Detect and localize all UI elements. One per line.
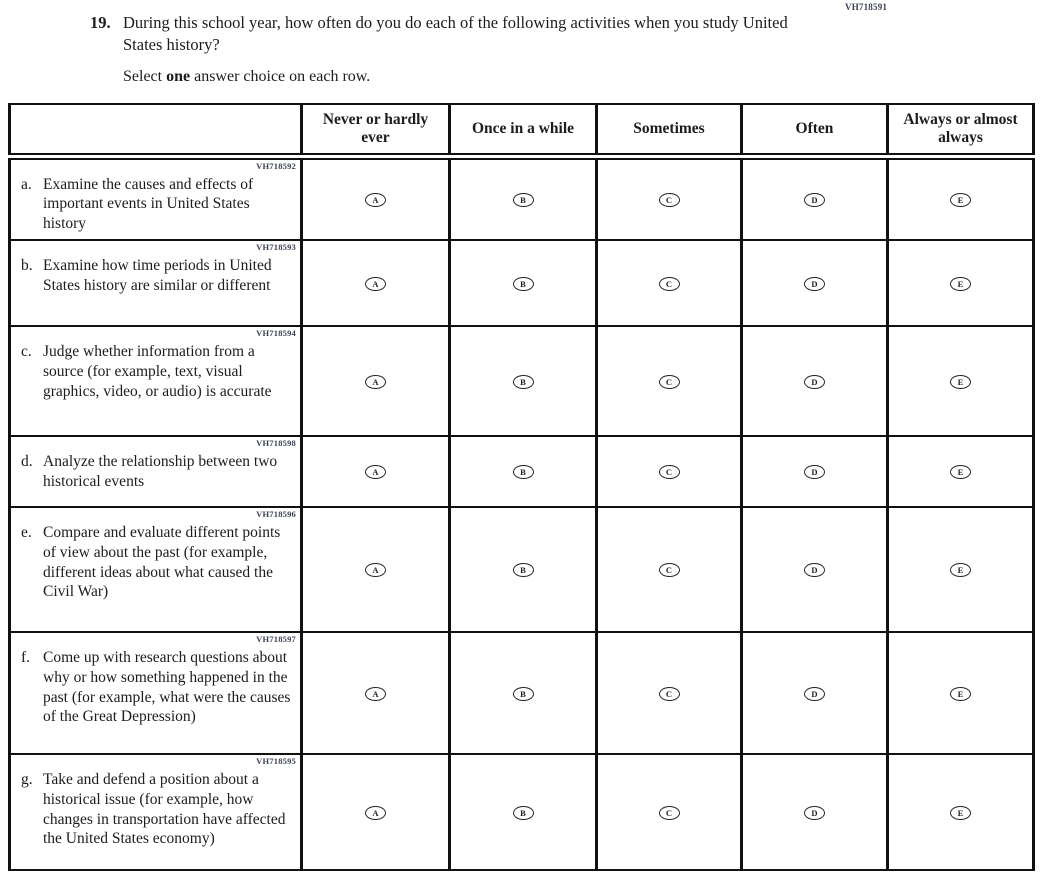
question-text: During this school year, how often do you do each of the following activities when you study United States history?: [123, 13, 788, 54]
option-bubble-f-A[interactable]: A: [365, 687, 386, 701]
table-row-e: [10, 507, 1034, 632]
option-cell-e-B: [450, 507, 597, 632]
option-bubble-b-C[interactable]: C: [659, 277, 680, 291]
option-bubble-c-D[interactable]: D: [804, 375, 825, 389]
row-letter: d.: [21, 452, 33, 470]
option-cell-a-D: [742, 156, 888, 240]
question-block: [90, 12, 810, 86]
row-stem-text: Analyze the relationship between two historical events: [43, 452, 278, 490]
option-bubble-b-B[interactable]: B: [513, 277, 534, 291]
stem-cell: [10, 507, 302, 632]
option-cell-d-E: [888, 436, 1034, 507]
stem-cell: [10, 754, 302, 870]
option-bubble-e-D[interactable]: D: [804, 563, 825, 577]
option-cell-g-E: [888, 754, 1034, 870]
option-bubble-c-E[interactable]: E: [950, 375, 971, 389]
option-bubble-b-D[interactable]: D: [804, 277, 825, 291]
option-cell-g-D: [742, 754, 888, 870]
option-cell-a-E: [888, 156, 1034, 240]
option-cell-g-C: [597, 754, 742, 870]
column-header-sometimes: Sometimes: [597, 104, 742, 156]
row-accession-code: VH718595: [256, 755, 296, 766]
option-cell-a-C: [597, 156, 742, 240]
table-row-d: [10, 436, 1034, 507]
option-bubble-f-B[interactable]: B: [513, 687, 534, 701]
row-accession-code: VH718594: [256, 327, 296, 338]
option-cell-b-C: [597, 240, 742, 326]
table-row-a: [10, 156, 1034, 240]
option-bubble-a-B[interactable]: B: [513, 193, 534, 207]
option-bubble-a-D[interactable]: D: [804, 193, 825, 207]
option-bubble-a-A[interactable]: A: [365, 193, 386, 207]
option-cell-d-C: [597, 436, 742, 507]
column-header-never: Never or hardly ever: [302, 104, 450, 156]
column-header-often: Often: [742, 104, 888, 156]
stem-cell: [10, 240, 302, 326]
row-stem-text: Judge whether information from a source (for example, text, visual graphics, video, or audio) is accurate: [43, 342, 272, 400]
option-bubble-c-C[interactable]: C: [659, 375, 680, 389]
row-accession-code: VH718596: [256, 508, 296, 519]
option-cell-c-D: [742, 326, 888, 436]
table-row-f: [10, 632, 1034, 754]
option-bubble-d-C[interactable]: C: [659, 465, 680, 479]
option-bubble-d-D[interactable]: D: [804, 465, 825, 479]
option-bubble-g-E[interactable]: E: [950, 806, 971, 820]
header-row: [10, 104, 1034, 156]
option-bubble-b-E[interactable]: E: [950, 277, 971, 291]
option-bubble-g-C[interactable]: C: [659, 806, 680, 820]
option-bubble-a-C[interactable]: C: [659, 193, 680, 207]
option-cell-d-A: [302, 436, 450, 507]
option-bubble-b-A[interactable]: A: [365, 277, 386, 291]
option-cell-a-B: [450, 156, 597, 240]
option-bubble-g-B[interactable]: B: [513, 806, 534, 820]
stem-cell: [10, 156, 302, 240]
option-cell-d-B: [450, 436, 597, 507]
option-bubble-d-A[interactable]: A: [365, 465, 386, 479]
option-cell-f-C: [597, 632, 742, 754]
option-bubble-c-B[interactable]: B: [513, 375, 534, 389]
row-accession-code: VH718593: [256, 241, 296, 252]
option-cell-e-C: [597, 507, 742, 632]
option-bubble-f-D[interactable]: D: [804, 687, 825, 701]
question-number: 19.: [90, 13, 111, 32]
option-bubble-f-E[interactable]: E: [950, 687, 971, 701]
option-bubble-g-A[interactable]: A: [365, 806, 386, 820]
option-cell-b-D: [742, 240, 888, 326]
table-row-g: [10, 754, 1034, 870]
column-header-always: Always or almost always: [888, 104, 1034, 156]
stem-cell: [10, 632, 302, 754]
row-letter: e.: [21, 523, 32, 541]
option-cell-b-B: [450, 240, 597, 326]
option-cell-f-E: [888, 632, 1034, 754]
instruction-emphasis: one: [166, 67, 191, 85]
row-stem-text: Examine how time periods in United States history are similar or different: [43, 256, 272, 294]
row-letter: a.: [21, 175, 32, 193]
option-cell-c-A: [302, 326, 450, 436]
row-stem-text: Take and defend a position about a historical issue (for example, how changes in transportation have affected the United States economy): [43, 770, 286, 848]
option-bubble-f-C[interactable]: C: [659, 687, 680, 701]
option-cell-g-A: [302, 754, 450, 870]
option-cell-c-E: [888, 326, 1034, 436]
option-cell-c-B: [450, 326, 597, 436]
option-bubble-d-E[interactable]: E: [950, 465, 971, 479]
row-letter: f.: [21, 648, 31, 666]
stem-cell: [10, 326, 302, 436]
row-accession-code: VH718598: [256, 437, 296, 448]
stem-cell: [10, 436, 302, 507]
option-bubble-e-B[interactable]: B: [513, 563, 534, 577]
table-row-b: [10, 240, 1034, 326]
option-bubble-e-A[interactable]: A: [365, 563, 386, 577]
option-cell-d-D: [742, 436, 888, 507]
option-cell-f-A: [302, 632, 450, 754]
option-bubble-g-D[interactable]: D: [804, 806, 825, 820]
row-accession-code: VH718597: [256, 633, 296, 644]
option-cell-f-D: [742, 632, 888, 754]
row-stem-text: Come up with research questions about why or how something happened in the past (for example, what were the causes of the Great Depression): [43, 648, 291, 726]
option-cell-b-A: [302, 240, 450, 326]
option-bubble-e-C[interactable]: C: [659, 563, 680, 577]
row-letter: c.: [21, 342, 32, 360]
instruction-suffix: answer choice on each row.: [190, 67, 371, 85]
column-header-once-in-a-while: Once in a while: [450, 104, 597, 156]
instruction-prefix: Select: [123, 67, 167, 85]
option-cell-e-E: [888, 507, 1034, 632]
row-letter: b.: [21, 256, 33, 274]
option-cell-b-E: [888, 240, 1034, 326]
option-bubble-a-E[interactable]: E: [950, 193, 971, 207]
table-row-c: [10, 326, 1034, 436]
option-cell-c-C: [597, 326, 742, 436]
question-instruction: [123, 68, 810, 86]
option-bubble-c-A[interactable]: A: [365, 375, 386, 389]
row-accession-code: VH718592: [256, 160, 296, 171]
option-cell-g-B: [450, 754, 597, 870]
option-cell-a-A: [302, 156, 450, 240]
question-accession-code: VH718591: [845, 2, 888, 12]
stem-column-header: [10, 104, 302, 156]
option-cell-e-D: [742, 507, 888, 632]
row-stem-text: Compare and evaluate different points of view about the past (for example, different ideas about what caused the Civil War): [43, 523, 281, 601]
option-bubble-e-E[interactable]: E: [950, 563, 971, 577]
row-letter: g.: [21, 770, 33, 788]
option-cell-e-A: [302, 507, 450, 632]
row-stem-text: Examine the causes and effects of important events in United States history: [43, 175, 254, 233]
option-bubble-d-B[interactable]: B: [513, 465, 534, 479]
frequency-matrix-table: [8, 103, 1035, 871]
option-cell-f-B: [450, 632, 597, 754]
